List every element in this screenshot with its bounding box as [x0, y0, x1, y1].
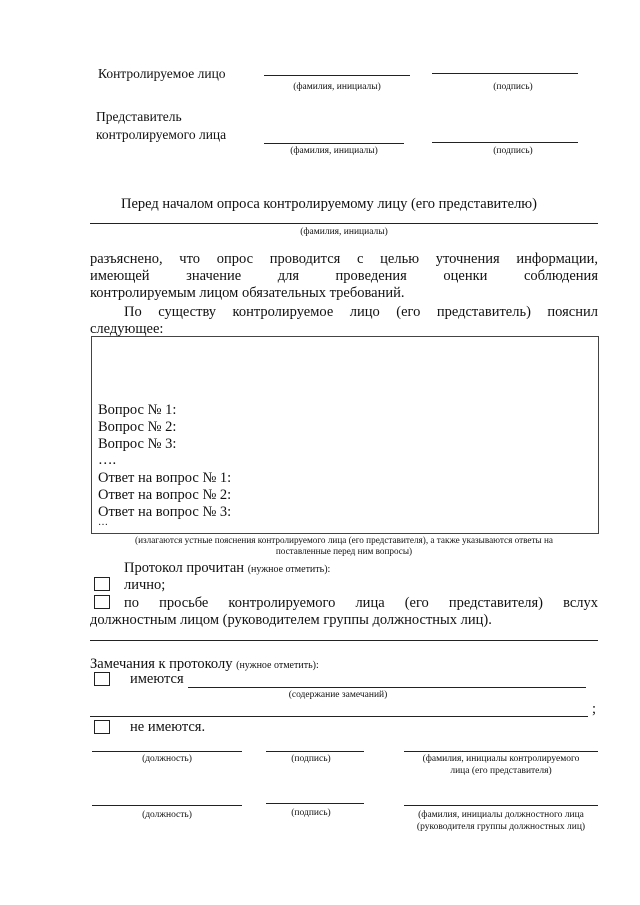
remarks-has-label: имеются [130, 671, 184, 687]
intro-para1-line3: контролируемым лицом обязательных требований. [90, 285, 405, 301]
intro-para2-line2: следующее: [90, 321, 164, 337]
question-3: Вопрос № 3: [98, 436, 177, 452]
signature-fio-official-caption-2: (руководителя группы должностных лиц) [416, 822, 586, 832]
caption-sign: (подпись) [493, 146, 533, 156]
intro-para1-line1: разъяснено, что опрос проводится с целью уточнения информации, [90, 251, 598, 267]
remarks-content-line[interactable] [188, 687, 586, 688]
representative-sign-line[interactable] [432, 142, 578, 143]
signature-fio-official-caption-1: (фамилия, инициалы должностного лица [418, 810, 584, 820]
representative-fio-line[interactable] [264, 143, 404, 144]
signature-sign-line-1[interactable] [266, 751, 364, 752]
checkbox-read-by-official[interactable] [94, 595, 110, 609]
protocol-read-label: Протокол прочитан (нужное отметить): [124, 560, 331, 576]
signature-fio-controlled-caption-1: (фамилия, инициалы контролируемого [422, 754, 580, 764]
caption-fio: (фамилия, инициалы) [293, 82, 381, 92]
checkbox-remarks-no[interactable] [94, 720, 110, 734]
signature-position-caption-2: (должность) [142, 810, 192, 820]
intro-para1-line2: имеющей значение для проведения оценки соблюдения [90, 268, 598, 284]
signature-fio-line-1[interactable] [404, 751, 598, 752]
signature-sign-line-2[interactable] [266, 803, 364, 804]
answer-3: Ответ на вопрос № 3: [98, 504, 232, 520]
controlled-person-sign-line[interactable] [432, 73, 578, 74]
representative-label-2: контролируемого лица [96, 127, 227, 142]
questions-ellipsis: …. [98, 452, 117, 468]
remarks-none-label: не имеются. [130, 719, 206, 735]
answers-caption-1: (излагаются устные пояснения контролируемого лица (его представителя), а также указываются ответы на [135, 535, 553, 545]
question-2: Вопрос № 2: [98, 419, 177, 435]
answers-caption-2: поставленные перед ним вопросы) [275, 546, 413, 556]
caption-sign: (подпись) [493, 82, 533, 92]
controlled-person-label: Контролируемое лицо [98, 66, 226, 81]
signature-sign-caption-2: (подпись) [291, 808, 331, 818]
signature-fio-line-2[interactable] [404, 805, 598, 806]
checkbox-remarks-yes[interactable] [94, 672, 110, 686]
answer-1: Ответ на вопрос № 1: [98, 470, 232, 486]
remarks-content-caption: (содержание замечаний) [288, 690, 388, 700]
checkbox-personally[interactable] [94, 577, 110, 591]
answers-box[interactable] [91, 336, 599, 534]
option-request-line2: должностным лицом (руководителем группы должностных лиц). [90, 612, 492, 628]
intro-caption-fio: (фамилия, инициалы) [300, 227, 388, 237]
option-personally: лично; [124, 577, 166, 593]
answers-ellipsis: … [98, 517, 108, 528]
signature-position-line-2[interactable] [92, 805, 242, 806]
remarks-label: Замечания к протоколу (нужное отметить): [90, 656, 319, 672]
intro-before-survey: Перед началом опроса контролируемому лицу (его представителю) [121, 196, 537, 212]
remarks-content-line-2[interactable] [90, 716, 588, 717]
signature-position-line-1[interactable] [92, 751, 242, 752]
protocol-divider [90, 640, 598, 641]
answer-2: Ответ на вопрос № 2: [98, 487, 232, 503]
question-1: Вопрос № 1: [98, 402, 177, 418]
intro-para2-line1: По существу контролируемое лицо (его представитель) пояснил [124, 304, 598, 320]
signature-position-caption-1: (должность) [142, 754, 192, 764]
representative-label-1: Представитель [96, 109, 182, 124]
remarks-semicolon: ; [592, 701, 597, 717]
caption-fio: (фамилия, инициалы) [290, 146, 378, 156]
signature-fio-controlled-caption-2: лица (его представителя) [450, 766, 552, 776]
signature-sign-caption-1: (подпись) [291, 754, 331, 764]
option-request-line1: по просьбе контролируемого лица (его представителя) вслух [124, 595, 598, 611]
intro-fio-line[interactable] [90, 223, 598, 224]
controlled-person-fio-line[interactable] [264, 75, 410, 76]
